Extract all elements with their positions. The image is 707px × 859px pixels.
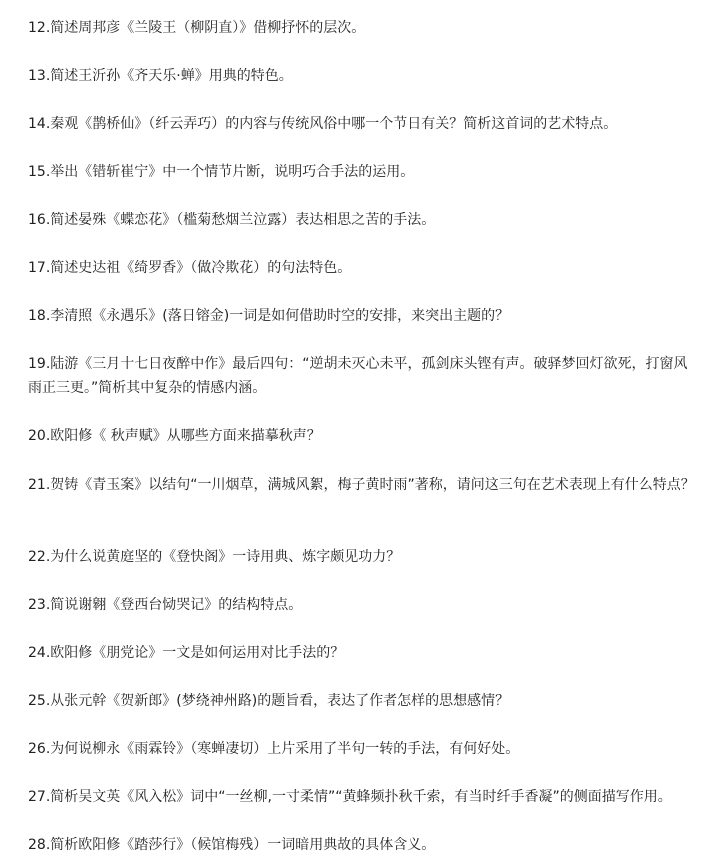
question-23: 23.简说谢翱《登西台恸哭记》的结构特点。	[28, 597, 303, 613]
question-22: 22.为什么说黄庭坚的《登快阁》一诗用典、炼字颇见功力？	[28, 549, 401, 565]
question-21: 21.贺铸《青玉案》以结句“一川烟草，满城风絮，梅子黄时雨”著称，请问这三句在艺术表现上有什么特点？	[28, 477, 695, 493]
question-17: 17.简述史达祖《绮罗香》（做冷欺花）的句法特色。	[28, 260, 352, 276]
question-12: 12.简述周邦彦《兰陵王（柳阴直）》借柳抒怀的层次。	[28, 20, 366, 36]
question-14: 14.秦观《鹊桥仙》（纤云弄巧）的内容与传统风俗中哪一个节日有关？简析这首词的艺术特点。	[28, 116, 618, 132]
question-27: 27.简析吴文英《风入松》词中“一丝柳,一寸柔情”“黄蜂频扑秋千索，有当时纤手香凝”的侧面描写作用。	[28, 789, 672, 805]
question-18: 18.李清照《永遇乐》(落日镕金)一词是如何借助时空的安排，来突出主题的？	[28, 308, 510, 324]
question-25: 25.从张元幹《贺新郎》(梦绕神州路)的题旨看，表达了作者怎样的思想感情？	[28, 693, 510, 709]
question-15: 15.举出《错斩崔宁》中一个情节片断，说明巧合手法的运用。	[28, 164, 415, 180]
question-28: 28.简析欧阳修《踏莎行》（候馆梅残）一词暗用典故的具体含义。	[28, 837, 436, 853]
question-19: 19.陆游《三月十七日夜醉中作》最后四句：“逆胡未灭心未平，孤剑床头铿有声。破驿梦回灯欲死，打窗风雨正三更。”简析其中复杂的情感内涵。	[28, 356, 688, 396]
question-13: 13.简述王沂孙《齐天乐·蝉》用典的特色。	[28, 68, 293, 84]
question-24: 24.欧阳修《朋党论》一文是如何运用对比手法的？	[28, 645, 345, 661]
question-16: 16.简述晏殊《蝶恋花》（槛菊愁烟兰泣露）表达相思之苦的手法。	[28, 212, 436, 228]
question-20: 20.欧阳修《 秋声赋》从哪些方面来描摹秋声？	[28, 428, 321, 444]
question-26: 26.为何说柳永《雨霖铃》（寒蝉凄切）上片采用了半句一转的手法，有何好处。	[28, 741, 520, 757]
